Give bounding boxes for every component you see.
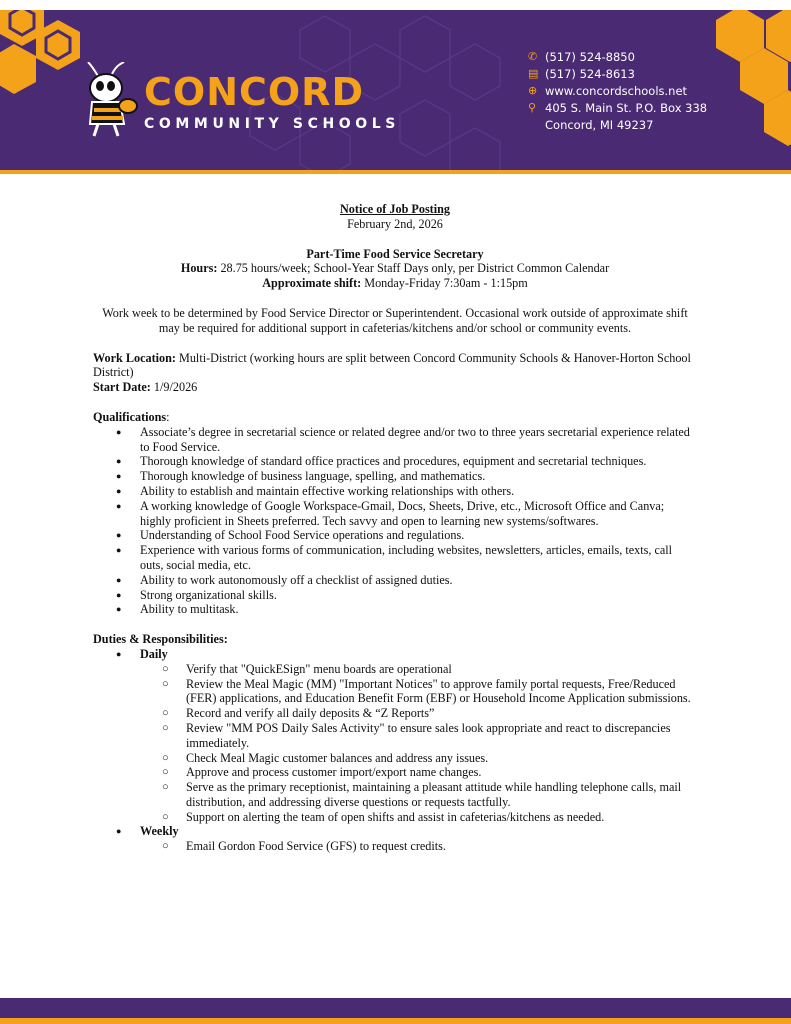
address-line-1: 405 S. Main St. P.O. Box 338: [545, 101, 708, 115]
address-row-2: [528, 118, 707, 132]
daily-group: [93, 647, 697, 825]
list-item: ● Experience with various forms of communication, including websites, newsletters, articles, emails, texts, call outs, social media, etc.: [93, 543, 697, 573]
list-item: ● Thorough knowledge of standard office practices and procedures, equipment and secretarial techniques.: [93, 454, 697, 469]
list-item: ○ Check Meal Magic customer balances and address any issues.: [140, 751, 697, 766]
daily-label: ● Daily: [140, 647, 168, 661]
phone-number: (517) 524-8850: [545, 50, 635, 64]
location-line: [93, 351, 697, 381]
list-item: ○ Email Gordon Food Service (GFS) to request credits.: [140, 839, 697, 854]
globe-icon: ⊕: [528, 84, 538, 97]
weekly-duties-list: [140, 839, 697, 854]
letterhead-banner: [0, 10, 791, 170]
fax-icon: ▤: [528, 67, 539, 80]
start-date-label: Start Date:: [93, 380, 151, 395]
list-item: ● A working knowledge of Google Workspace-Gmail, Docs, Sheets, Drive, etc., Microsoft Office and Canva; highly proficient in Sheets preferred. Tech savvy and open to learning new systems/softwares.: [93, 499, 697, 529]
notice-title: Notice of Job Posting: [339, 202, 450, 216]
list-item: ○ Approve and process customer import/export name changes.: [140, 765, 697, 780]
qualifications-list: [93, 425, 697, 617]
location-pin-icon: ⚲: [528, 101, 537, 114]
location-label: Work Location:: [93, 350, 176, 365]
fax-number: (517) 524-8613: [545, 67, 635, 81]
duties-heading-text: Duties & Responsibilities:: [93, 632, 228, 647]
qualifications-heading: [93, 410, 697, 425]
list-item: ○ Record and verify all daily deposits & “Z Reports”: [140, 706, 697, 721]
shift-value: Monday-Friday 7:30am - 1:15pm: [361, 276, 528, 291]
qualifications-heading-text: Qualifications: [93, 409, 167, 424]
list-item: ● Thorough knowledge of business language, spelling, and mathematics.: [93, 469, 697, 484]
address-row: [528, 101, 707, 115]
weekly-group: [93, 824, 697, 854]
list-item: ○ Serve as the primary receptionist, maintaining a pleasant attitude while handling telephone calls, mail distribution, and addressing diverse questions or requests tactfully.: [140, 780, 697, 810]
contact-block: [528, 50, 707, 135]
address-line-2: Concord, MI 49237: [545, 118, 654, 132]
school-subtitle-logo: COMMUNITY SCHOOLS: [144, 116, 400, 132]
start-date-value: 1/9/2026: [150, 380, 198, 395]
daily-duties-list: [140, 662, 697, 825]
hours-line: [93, 261, 697, 276]
footer-gold-stripe: [0, 1018, 791, 1024]
notice-date: February 2nd, 2026: [347, 216, 443, 231]
fax-row: [528, 67, 707, 81]
list-item: ○ Review the Meal Magic (MM) "Important Notices" to approve family portal requests, Free/Reduced (FER) applications, and Education Benefit Form (EBF) or Household Income Application submissions.: [140, 677, 697, 707]
duties-list: [93, 647, 697, 854]
list-item: ○ Verify that "QuickESign" menu boards are operational: [140, 662, 697, 677]
list-item: ● Strong organizational skills.: [93, 588, 697, 603]
header-gold-stripe: [0, 170, 791, 174]
website-row: [528, 84, 707, 98]
list-item: ○ Review "MM POS Daily Sales Activity" to ensure sales look appropriate and react to discrepancies immediately.: [140, 721, 697, 751]
qualifications-colon: :: [166, 409, 170, 424]
school-name-logo: CONCORD: [144, 70, 364, 114]
hours-value: 28.75 hours/week; School-Year Staff Days only, per District Common Calendar: [217, 261, 610, 276]
list-item: ● Associate’s degree in secretarial science or related degree and/or two to three years secretarial experience related to Food Service.: [93, 425, 697, 455]
notice-title-block: [93, 202, 697, 232]
work-location-block: [93, 351, 697, 395]
website-link[interactable]: www.concordschools.net: [545, 84, 688, 98]
bee-mascot-logo: [84, 62, 140, 138]
position-title: Part-Time Food Service Secretary: [306, 246, 484, 261]
job-posting-document: [93, 202, 697, 854]
shift-line: [93, 276, 697, 291]
position-block: [93, 247, 697, 291]
footer-purple-stripe: [0, 998, 791, 1018]
list-item: ● Understanding of School Food Service operations and regulations.: [93, 528, 697, 543]
work-week-paragraph: Work week to be determined by Food Service Director or Superintendent. Occasional work outside of approximate shift may be required for additional support in cafeterias/kitchens and/or school or community events.: [102, 305, 688, 335]
list-item: ○ Support on alerting the team of open shifts and assist in cafeterias/kitchens as needed.: [140, 810, 697, 825]
shift-label: Approximate shift:: [262, 276, 362, 291]
weekly-label: ● Weekly: [140, 824, 179, 838]
list-item: ● Ability to work autonomously off a checklist of assigned duties.: [93, 573, 697, 588]
location-value: Multi-District (working hours are split between Concord Community Schools & Hanover-Horton School District): [93, 350, 691, 380]
start-date-line: [93, 380, 697, 395]
hours-label: Hours:: [180, 261, 218, 276]
phone-row: [528, 50, 707, 64]
list-item: ● Ability to multitask.: [93, 602, 697, 617]
duties-heading: [93, 632, 697, 647]
phone-icon: ✆: [528, 50, 538, 63]
list-item: ● Ability to establish and maintain effective working relationships with others.: [93, 484, 697, 499]
